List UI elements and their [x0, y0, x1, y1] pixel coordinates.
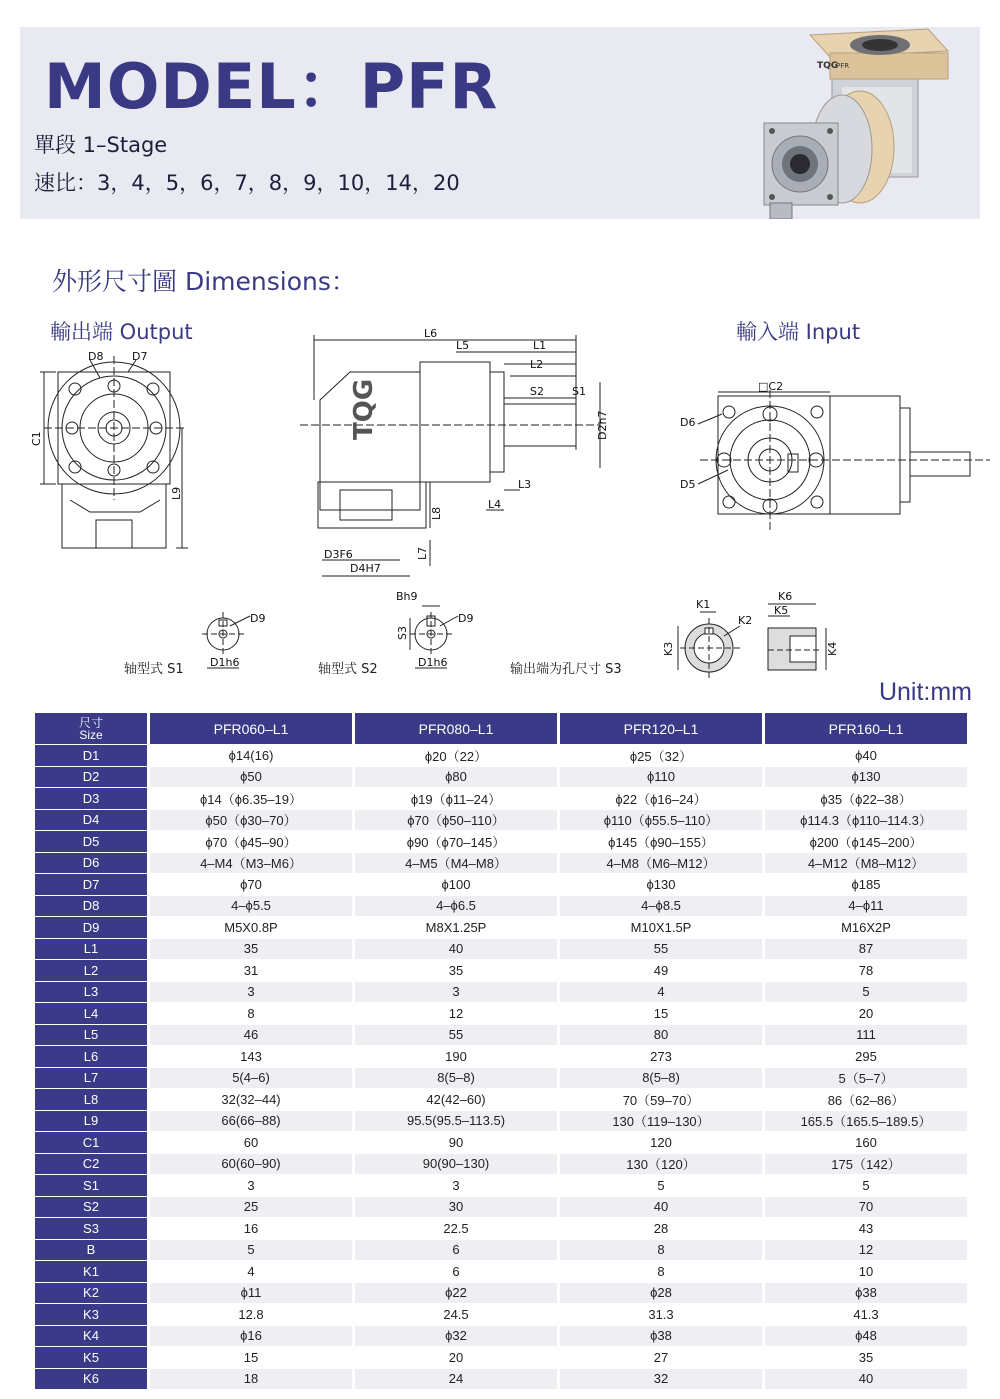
dim-label-l1: L1 [533, 339, 547, 352]
table-row [35, 1347, 967, 1368]
table-row [35, 788, 967, 809]
table-cell: 46 [150, 1025, 355, 1046]
table-cell: 5 [150, 1240, 355, 1261]
table-cell: 70 [765, 1197, 967, 1218]
table-cell: 5 [765, 1175, 967, 1196]
table-cell: 35 [355, 960, 560, 981]
row-header: K2 [35, 1283, 150, 1304]
table-row [35, 1025, 967, 1046]
row-header: L9 [35, 1111, 150, 1132]
row-header: L1 [35, 939, 150, 960]
table-cell: 4 [150, 1261, 355, 1282]
table-cell: ϕ14(16) [150, 745, 355, 766]
dim-label-k2: K2 [738, 614, 753, 627]
table-row [35, 767, 967, 788]
table-row [35, 1175, 967, 1196]
table-cell: M10X1.5P [560, 917, 765, 938]
table-cell: 273 [560, 1046, 765, 1067]
table-cell: 8 [560, 1261, 765, 1282]
table-cell: ϕ40 [765, 745, 967, 766]
table-cell: 8 [150, 1003, 355, 1024]
table-cell: 165.5（165.5–189.5） [765, 1111, 967, 1132]
table-cell: 49 [560, 960, 765, 981]
column-header: PFR080–L1 [355, 713, 560, 744]
dim-label-k1: K1 [696, 598, 711, 611]
table-cell: 190 [355, 1046, 560, 1067]
row-header: D9 [35, 917, 150, 938]
ratio-text: 速比：3，4，5，6，7，8，9，10，14，20 [34, 171, 460, 195]
table-cell: ϕ110 [560, 767, 765, 788]
table-row [35, 1197, 967, 1218]
table-cell: 5（5–7） [765, 1068, 967, 1089]
dim-label-s1: S1 [572, 385, 586, 398]
table-cell: ϕ38 [765, 1283, 967, 1304]
table-cell: ϕ48 [765, 1326, 967, 1347]
table-row [35, 1240, 967, 1261]
row-header: K4 [35, 1326, 150, 1347]
dim-label-s2: S2 [530, 385, 544, 398]
dim-label-d6: D6 [680, 416, 696, 429]
dim-label-d9-s1: D9 [250, 612, 266, 625]
caption-s3: 输出端为孔尺寸 S3 [510, 662, 622, 677]
dim-label-d5: D5 [680, 478, 696, 491]
table-cell: 4–M4（M3–M6） [150, 853, 355, 874]
dimensions-title: 外形尺寸圖 Dimensions： [52, 267, 356, 296]
table-cell: 25 [150, 1197, 355, 1218]
table-cell: 22.5 [355, 1218, 560, 1239]
table-cell: 35 [150, 939, 355, 960]
column-header: PFR120–L1 [560, 713, 765, 744]
table-cell: ϕ70（ϕ50–110） [355, 810, 560, 831]
table-row [35, 1261, 967, 1282]
table-cell: ϕ70（ϕ45–90） [150, 831, 355, 852]
row-header: L2 [35, 960, 150, 981]
table-cell: 8(5–8) [560, 1068, 765, 1089]
table-cell: 12.8 [150, 1304, 355, 1325]
side-view-drawing [300, 335, 600, 576]
row-header: K5 [35, 1347, 150, 1368]
table-cell: ϕ38 [560, 1326, 765, 1347]
table-cell: 30 [355, 1197, 560, 1218]
dim-label-k6: K6 [778, 590, 793, 603]
table-cell: ϕ145（ϕ90–155） [560, 831, 765, 852]
table-row [35, 831, 967, 852]
table-cell: 31.3 [560, 1304, 765, 1325]
dim-label-d9-s2: D9 [458, 612, 474, 625]
row-header: C1 [35, 1132, 150, 1153]
row-header: D3 [35, 788, 150, 809]
table-cell: 15 [150, 1347, 355, 1368]
dim-label-k3: K3 [662, 641, 675, 656]
table-cell: 32 [560, 1369, 765, 1390]
table-row [35, 1132, 967, 1153]
table-cell: 35 [765, 1347, 967, 1368]
caption-s1: 轴型式 S1 [124, 662, 184, 677]
table-cell: 20 [765, 1003, 967, 1024]
table-cell: 10 [765, 1261, 967, 1282]
table-cell: ϕ110（ϕ55.5–110） [560, 810, 765, 831]
unit-label: Unit:mm [878, 678, 972, 706]
table-cell: 24 [355, 1369, 560, 1390]
table-row [35, 917, 967, 938]
table-cell: 86（62–86） [765, 1089, 967, 1110]
table-row [35, 1154, 967, 1175]
table-cell: M8X1.25P [355, 917, 560, 938]
input-view-drawing [698, 390, 990, 530]
row-header: L8 [35, 1089, 150, 1110]
table-cell: ϕ20（22） [355, 745, 560, 766]
table-cell: 4–M8（M6–M12） [560, 853, 765, 874]
table-cell: M16X2P [765, 917, 967, 938]
row-header: K3 [35, 1304, 150, 1325]
dim-label-d1h6-s2: D1h6 [418, 656, 448, 669]
table-row [35, 1089, 967, 1110]
table-cell: ϕ90（ϕ70–145） [355, 831, 560, 852]
dim-label-d1h6-s1: D1h6 [210, 656, 240, 669]
table-cell: 175（142） [765, 1154, 967, 1175]
table-cell: 4–M5（M4–M8） [355, 853, 560, 874]
table-cell: 55 [560, 939, 765, 960]
table-cell: 55 [355, 1025, 560, 1046]
table-cell: 28 [560, 1218, 765, 1239]
table-cell: 95.5(95.5–113.5) [355, 1111, 560, 1132]
table-cell: ϕ114.3（ϕ110–114.3） [765, 810, 967, 831]
table-cell: 8(5–8) [355, 1068, 560, 1089]
dim-label-l2: L2 [530, 358, 544, 371]
row-header: D5 [35, 831, 150, 852]
table-cell: ϕ11 [150, 1283, 355, 1304]
output-label: 輸出端 Output [50, 320, 193, 344]
table-cell: 20 [355, 1347, 560, 1368]
table-row [35, 896, 967, 917]
stage-text: 單段 1–Stage [34, 133, 168, 157]
table-cell: 12 [355, 1003, 560, 1024]
row-header: D2 [35, 767, 150, 788]
table-cell: 4–ϕ5.5 [150, 896, 355, 917]
row-header: L7 [35, 1068, 150, 1089]
table-cell: 90(90–130) [355, 1154, 560, 1175]
table-row [35, 1003, 967, 1024]
row-header: B [35, 1240, 150, 1261]
table-row [35, 874, 967, 895]
table-cell: 80 [560, 1025, 765, 1046]
table-cell: 3 [355, 1175, 560, 1196]
table-cell: 90 [355, 1132, 560, 1153]
column-header: PFR060–L1 [150, 713, 355, 744]
row-header: D6 [35, 853, 150, 874]
row-header: L3 [35, 982, 150, 1003]
table-cell: ϕ185 [765, 874, 967, 895]
table-row [35, 745, 967, 766]
table-cell: ϕ22（ϕ16–24） [560, 788, 765, 809]
row-header: D4 [35, 810, 150, 831]
table-row [35, 1046, 967, 1067]
table-cell: ϕ25（32） [560, 745, 765, 766]
table-cell: 8 [560, 1240, 765, 1261]
product-model-label: PFR [836, 62, 850, 70]
table-cell: 6 [355, 1261, 560, 1282]
dim-label-k5: K5 [774, 604, 789, 617]
table-cell: 3 [150, 982, 355, 1003]
table-cell: 41.3 [765, 1304, 967, 1325]
dim-label-bh9: Bh9 [396, 590, 418, 603]
table-header-row [35, 713, 967, 744]
dim-label-d7: D7 [132, 350, 148, 363]
table-cell: ϕ19（ϕ11–24） [355, 788, 560, 809]
table-cell: 130（120） [560, 1154, 765, 1175]
table-cell: 78 [765, 960, 967, 981]
table-row [35, 960, 967, 981]
row-header: L6 [35, 1046, 150, 1067]
table-cell: 111 [765, 1025, 967, 1046]
dim-label-k4: K4 [826, 641, 839, 656]
dim-label-l5: L5 [456, 339, 470, 352]
dim-label-l9: L9 [170, 486, 183, 500]
dim-label-c1: C1 [30, 431, 43, 446]
table-cell: 60(60–90) [150, 1154, 355, 1175]
table-cell: 15 [560, 1003, 765, 1024]
output-view-drawing [40, 356, 188, 548]
table-cell: 4–ϕ8.5 [560, 896, 765, 917]
dim-label-d8: D8 [88, 350, 104, 363]
table-cell: 42(42–60) [355, 1089, 560, 1110]
table-row [35, 1283, 967, 1304]
table-cell: 4–ϕ11 [765, 896, 967, 917]
row-header: D7 [35, 874, 150, 895]
table-cell: ϕ16 [150, 1326, 355, 1347]
table-cell: ϕ200（ϕ145–200） [765, 831, 967, 852]
table-cell: ϕ28 [560, 1283, 765, 1304]
table-row [35, 1218, 967, 1239]
table-cell: 160 [765, 1132, 967, 1153]
table-row [35, 1304, 967, 1325]
table-cell: 5(4–6) [150, 1068, 355, 1089]
table-cell: 130（119–130） [560, 1111, 765, 1132]
page-title: MODEL：PFR [44, 50, 499, 123]
table-cell: 87 [765, 939, 967, 960]
dim-label-d3f6: D3F6 [324, 548, 353, 561]
table-row [35, 1369, 967, 1390]
table-body [35, 745, 967, 1389]
table-cell: ϕ80 [355, 767, 560, 788]
table-row [35, 1111, 967, 1132]
table-cell: ϕ50 [150, 767, 355, 788]
row-header: L4 [35, 1003, 150, 1024]
side-view-logo: TQG [349, 378, 379, 440]
row-header: D1 [35, 745, 150, 766]
table-cell: 40 [355, 939, 560, 960]
table-row [35, 1326, 967, 1347]
corner-bottom-label: Size [79, 727, 103, 742]
dim-label-c2: □C2 [758, 380, 784, 393]
table-cell: 60 [150, 1132, 355, 1153]
row-header: K1 [35, 1261, 150, 1282]
product-brand-label: TQG [817, 61, 839, 71]
table-cell: 6 [355, 1240, 560, 1261]
table-cell: 295 [765, 1046, 967, 1067]
input-label: 輸入端 Input [736, 320, 861, 344]
table-cell: 40 [765, 1369, 967, 1390]
table-row [35, 939, 967, 960]
table-cell: 5 [560, 1175, 765, 1196]
table-cell: ϕ22 [355, 1283, 560, 1304]
table-cell: ϕ35（ϕ22–38） [765, 788, 967, 809]
table-cell: 4–M12（M8–M12） [765, 853, 967, 874]
row-header: D8 [35, 896, 150, 917]
dim-label-d4h7: D4H7 [350, 562, 381, 575]
dim-label-l4: L4 [488, 498, 502, 511]
table-cell: ϕ50（ϕ30–70） [150, 810, 355, 831]
table-cell: 32(32–44) [150, 1089, 355, 1110]
table-cell: ϕ32 [355, 1326, 560, 1347]
dim-label-l6: L6 [424, 327, 438, 340]
table-cell: 12 [765, 1240, 967, 1261]
table-row [35, 810, 967, 831]
column-header: PFR160–L1 [765, 713, 967, 744]
table-cell: 3 [355, 982, 560, 1003]
row-header: K6 [35, 1369, 150, 1390]
table-cell: 66(66–88) [150, 1111, 355, 1132]
table-cell: 31 [150, 960, 355, 981]
dim-label-l8: L8 [430, 506, 443, 520]
table-cell: ϕ100 [355, 874, 560, 895]
row-header: S2 [35, 1197, 150, 1218]
table-cell: 4–ϕ6.5 [355, 896, 560, 917]
table-cell: 24.5 [355, 1304, 560, 1325]
row-header: S3 [35, 1218, 150, 1239]
table-cell: 120 [560, 1132, 765, 1153]
table-cell: 27 [560, 1347, 765, 1368]
table-cell: 4 [560, 982, 765, 1003]
table-cell: ϕ130 [560, 874, 765, 895]
dim-label-d2h7: D2h7 [596, 410, 609, 440]
table-cell: ϕ130 [765, 767, 967, 788]
table-cell: 18 [150, 1369, 355, 1390]
table-row [35, 853, 967, 874]
table-cell: 143 [150, 1046, 355, 1067]
caption-s2: 轴型式 S2 [318, 662, 378, 677]
table-row [35, 982, 967, 1003]
table-cell: ϕ70 [150, 874, 355, 895]
corner-top-label: 尺寸 [78, 715, 103, 730]
table-cell: M5X0.8P [150, 917, 355, 938]
table-corner-header [35, 713, 150, 744]
table-cell: ϕ14（ϕ6.35–19） [150, 788, 355, 809]
table-cell: 16 [150, 1218, 355, 1239]
dim-label-l7: L7 [416, 546, 429, 560]
row-header: C2 [35, 1154, 150, 1175]
table-cell: 3 [150, 1175, 355, 1196]
dim-label-l3: L3 [518, 478, 532, 491]
dim-label-s3: S3 [396, 626, 409, 640]
table-cell: 70（59–70） [560, 1089, 765, 1110]
table-cell: 43 [765, 1218, 967, 1239]
spec-table [35, 712, 967, 1390]
table-row [35, 1068, 967, 1089]
table-cell: 40 [560, 1197, 765, 1218]
table-cell: 5 [765, 982, 967, 1003]
row-header: S1 [35, 1175, 150, 1196]
row-header: L5 [35, 1025, 150, 1046]
